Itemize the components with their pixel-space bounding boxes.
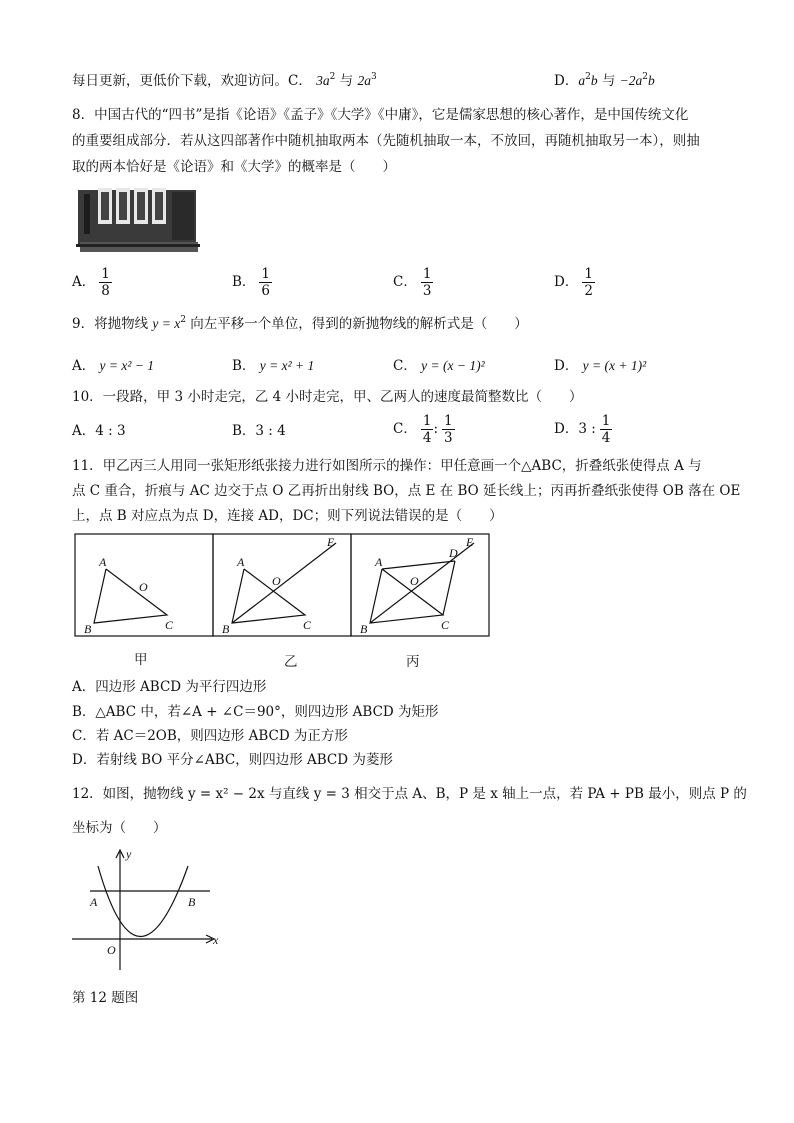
q11-p3-E: E [466,535,474,549]
q7-left-text: 每日更新，更低价下载，欢迎访问。C． [72,73,312,89]
q12-y-label: y [126,847,132,861]
q11-p3-D: D [449,546,458,560]
q10-stem: 10．一段路，甲 3 小时走完，乙 4 小时走完，甲、乙两人的速度最简整数比（ ） [72,389,583,405]
q9-stem: 9．将抛物线 $y = x^2$ 向左平移一个单位，得到的新抛物线的解析式是（ ） [72,315,528,332]
q8-line-3: 取的两本恰好是《论语》和《大学》的概率是（ ） [72,159,396,175]
q11-p1-O: O [139,580,148,594]
q11-caption-yi: 乙 [284,654,298,670]
q7-line: 每日更新，更低价下载，欢迎访问。C． $3a^2$ 与 $2a^3$ [72,72,377,89]
q11-p1-B: B [84,622,92,636]
q8-line-2: 的重要组成部分．若从这四部著作中随机抽取两本（先随机抽取一本，不放回，再随机抽取另一本），则抽 [72,133,700,149]
q10-option-b: B．3 : 4 [232,423,286,439]
q12-B-label: B [188,895,196,909]
q11-p3-O: O [410,574,419,588]
q11-option-c: C．若 AC＝2OB，则四边形 ABCD 为正方形 [72,728,348,744]
q10-option-a: A．4 : 3 [72,423,126,439]
q11-option-a: A．四边形 ABCD 为平行四边形 [72,679,267,695]
q11-p2-E: E [327,535,335,549]
q11-p1-C: C [165,618,174,632]
q11-p2-O: O [272,574,281,588]
q8-option-a: A． $\frac{1}{8}$ [72,266,110,299]
q8-line-1: 8．中国古代的“四书”是指《论语》《孟子》《大学》《中庸》，它是儒家思想的核心著作，是中国传统文化 [72,107,689,123]
q11-p2-C: C [303,618,312,632]
q11-caption-jia: 甲 [134,652,148,668]
q7-option-d: D．$a^2b$ 与 $-2a^2b$ [554,72,655,89]
q10-option-d: D．3 : $\frac{1}{4}$ [554,413,611,446]
q12-x-label: x [213,933,219,947]
q12-graph [70,844,220,974]
q11-p2-B: B [222,622,230,636]
q11-p3-C: C [441,618,450,632]
q9-option-c: C． y = (x − 1)² [393,358,485,374]
q8-option-d: D． $\frac{1}{2}$ [554,266,593,299]
q11-p3-B: B [360,622,368,636]
q12-line-1: 12．如图，抛物线 y = x² − 2x 与直线 y = 3 相交于点 A、B，P 是 x 轴上一点，若 PA + PB 最小，则点 P 的 [72,786,747,802]
q11-p3-A: A [375,555,383,569]
q11-p1-A: A [99,555,107,569]
q11-line-1: 11．甲乙丙三人用同一张矩形纸张接力进行如图所示的操作：甲任意画一个△ABC，折叠纸张使得点 A 与 [72,458,702,474]
q11-p2-A: A [237,555,245,569]
q9-option-d: D． y = (x + 1)² [554,358,647,374]
q11-line-3: 上，点 B 对应点为点 D，连接 AD，DC；则下列说法错误的是（ ） [72,508,503,524]
q12-caption: 第 12 题图 [72,990,139,1006]
books-photo [76,182,200,254]
q8-option-b: B． $\frac{1}{6}$ [232,266,271,299]
q7-c-expr-a: 3a [316,73,330,88]
q10-option-c: C． $\frac{1}{4}$ : $\frac{1}{3}$ [393,413,453,446]
q11-line-2: 点 C 重合，折痕与 AC 边交于点 O 乙再折出射线 BO，点 E 在 BO 延长线上；丙再折叠纸张使得 OB 落在 OE [72,483,741,499]
q11-option-d: D．若射线 BO 平分∠ABC，则四边形 ABCD 为菱形 [72,752,393,768]
q9-option-a: A． y = x² − 1 [72,358,155,374]
q11-figure [74,533,492,639]
q8-option-c: C． $\frac{1}{3}$ [393,266,432,299]
q12-O-label: O [107,943,116,957]
q11-option-b: B．△ABC 中，若∠A + ∠C＝90°，则四边形 ABCD 为矩形 [72,704,439,720]
q9-option-b: B． y = x² + 1 [232,358,315,374]
q12-A-label: A [90,895,98,909]
q11-caption-bing: 丙 [406,654,420,670]
q12-line-2: 坐标为（ ） [72,820,167,836]
q7-c-expr-b: 2a [357,73,371,88]
